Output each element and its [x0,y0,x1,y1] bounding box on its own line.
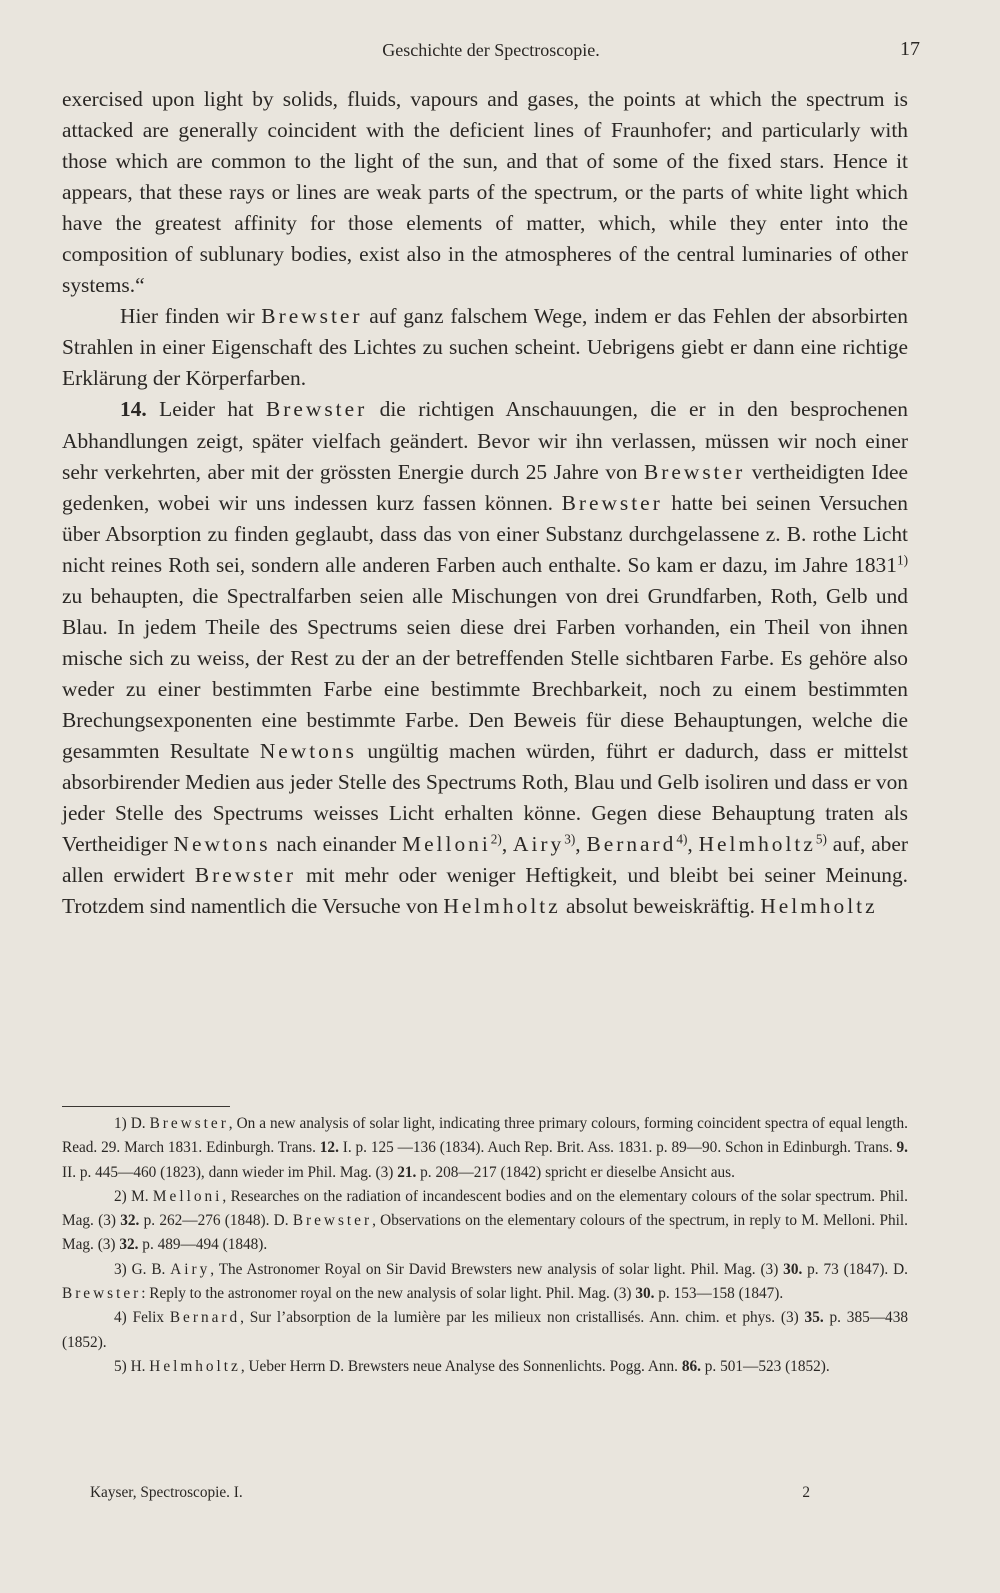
person-name: Bernard [586,832,677,857]
footnote-ref: 4) [676,831,688,847]
text-run: p. 208—217 (1842) spricht er dieselbe Ansicht aus. [416,1163,735,1181]
volume-number: 86. [681,1357,701,1375]
person-name: Helmholtz [443,894,561,919]
footnote-ref: 2) [490,831,502,847]
text-run: I. p. 125 —136 (1834). Auch Rep. Brit. Ass. 1831. p. 89—90. Schon in Edinburgh. Trans. [338,1139,897,1157]
text-run: die richtigen Anschauungen, die er in den besprochenen Abhandlungen zeigt, später vielfach geändert. Bevor wir ihn verlassen, müssen wir noch einer sehr verkehrten, aber mit der grössten Energie durch 25 Jahre von [62,397,908,484]
text-run: absolut beweiskräftig. [560,894,761,919]
person-name: Melloni [152,1187,223,1205]
paragraph-section-14 [62,394,908,922]
person-name: Brewster [194,863,297,888]
signature-number: 2 [802,1484,810,1501]
text-run: exercised upon light by solids, fluids, vapours and gases, the points at which the spectrum is attacked are generally coincident with the deficient lines of Fraunhofer; and particularly with those which are common to the light of the sun, and that of some of the fixed stars. Hence it appears, that these rays or lines are weak parts of the spectrum, or the parts of white light which have the greatest affinity for those elements of matter, which, while they enter into the composition of sublunary bodies, exist also in the atmospheres of the central luminaries of other systems.“ [62,87,908,298]
person-name: Brewster [561,490,663,515]
text-run: mit mehr oder weniger Heftigkeit, und bleibt bei seiner Meinung. Trotzdem sind namentlich die Versuche von [62,863,909,919]
volume-number: 35. [804,1309,824,1327]
running-head [62,36,920,66]
footnote-2 [62,1185,908,1258]
volume-number: 12. [319,1139,339,1157]
text-run: , [687,832,699,857]
footnote-4 [62,1306,908,1355]
text-run: , Ueber Herrn D. Brewsters neue Analyse des Sonnenlichts. Pogg. Ann. [240,1357,682,1375]
body-text [62,84,908,922]
section-number: 14. [120,397,147,422]
text-run: , On a new analysis of solar light, indicating three primary colours, forming coincident spectra of equal length. Read. 29. March 1831. Edinburgh. Trans. [62,1115,908,1157]
volume-number: 30. [783,1260,803,1278]
person-name: Helmholtz [149,1357,241,1375]
text-run: p. 385—438 (1852). [62,1309,908,1351]
text-run: auf ganz falschem Wege, indem er das Fehlen der absorbirten Strahlen in einer Eigenschaft des Lichtes zu suchen scheint. Uebrigens giebt er dann eine richtige Erklärung der Körperfarben. [62,304,908,391]
person-name: Airy [170,1260,211,1278]
text-run: 1) D. [114,1115,150,1132]
text-run: , [501,832,513,857]
volume-number: 30. [635,1285,655,1303]
volume-number: 21. [397,1163,417,1181]
person-name: Newtons [259,738,357,763]
text-run: p. 73 (1847). D. [802,1260,908,1278]
person-name: Brewster [644,459,746,484]
person-name: Helmholtz [698,832,816,857]
text-run: ungültig machen würden, führt er dadurch, dass er mittelst absorbirender Medien aus jeder Stelle des Spectrums Roth, Blau und Gelb isoliren und dass er von jeder Stelle des Spectrums weisses Licht erhalten könne. Gegen diese Behauptung traten als Vertheidiger [62,738,908,857]
text-run: 2) M. [114,1187,153,1205]
text-run: , Researches on the radiation of incandescent bodies and on the elementary colours of the solar spectrum. Phil. Mag. (3) [62,1187,908,1230]
paragraph-continued [62,84,908,301]
footnote-ref: 1) [896,552,908,568]
person-name: Airy [513,832,565,857]
person-name: Melloni [402,832,491,857]
person-name: Newtons [173,832,271,857]
text-run: Leider hat [146,397,266,422]
text-run: 5) H. [114,1357,150,1375]
footnote-3 [62,1258,908,1307]
running-title: Geschichte der Spectroscopie. [382,40,600,60]
text-run: , Sur l’absorption de la lumière par les milieux non cristallisés. Ann. chim. et phys. (3) [240,1309,805,1327]
text-run: II. p. 445—460 (1823), dann wieder im Phil. Mag. (3) [62,1163,398,1181]
volume-number: 9. [896,1139,908,1157]
text-run: Hier finden wir [120,304,262,329]
volume-number: 32. [119,1236,139,1254]
person-name: Brewster [266,397,368,422]
person-name: Brewster [62,1285,142,1303]
signature-mark: Kayser, Spectroscopie. I. [90,1484,243,1501]
footnote-1 [62,1112,908,1185]
text-run: hatte bei seinen Versuchen über Absorption zu finden geglaubt, dass das von einer Substanz durchgelassene z. B. rothe Licht nicht reines Roth sei, sondern alle anderen Farben auch enthalte. So kam er dazu, im Jahre 1831 [62,490,908,577]
text-run: auf, aber allen erwidert [62,832,908,888]
text-run: 3) G. B. [114,1260,171,1278]
person-name: Brewster [261,304,363,329]
footnote-ref: 5) [815,831,827,847]
text-run: p. 153—158 (1847). [654,1285,784,1303]
text-run: p. 501—523 (1852). [700,1357,830,1375]
footnote-divider [62,1106,230,1107]
person-name: Brewster [149,1115,229,1132]
text-run: zu behaupten, die Spectralfarben seien alle Mischungen von drei Grundfarben, Roth, Gelb und Blau. In jedem Theile des Spectrums seien diese drei Farben vorhanden, ein Theil von ihnen mische sich zu weiss, der Rest zu der an der betreffenden Stelle sichtbaren Farbe. Es gehöre also weder zu einer bestimmten Farbe eine bestimmte Brechbarkeit, noch zu einem bestimmten Brechungsexponenten eine bestimmte Farbe. Den Beweis für diese Behauptungen, welche die gesammten Resultate [62,583,908,763]
text-run: , The Astronomer Royal on Sir David Brewsters new analysis of solar light. Phil. Mag. (3) [210,1260,784,1278]
paragraph-brewster-error [62,301,908,394]
text-run: p. 262—276 (1848). D. [139,1212,293,1230]
page-number: 17 [900,38,920,60]
person-name: Bernard [169,1309,241,1327]
footnote-ref: 3) [564,831,576,847]
person-name: Brewster [292,1212,373,1230]
text-run: p. 489—494 (1848). [138,1236,268,1254]
text-run: nach einander [270,832,403,857]
volume-number: 32. [120,1212,140,1230]
text-run: : Reply to the astronomer royal on the new analysis of solar light. Phil. Mag. (3) [141,1285,636,1303]
text-run: 4) Felix [114,1309,170,1327]
text-run: , Observations on the elementary colours of the spectrum, in reply to M. Melloni. Phil. Mag. (3) [62,1212,908,1254]
footnote-5 [62,1355,908,1379]
text-run: , [575,832,587,857]
person-name: Helmholtz [760,894,878,919]
text-run: vertheidigten Idee gedenken, wobei wir uns indessen kurz fassen können. [62,459,909,515]
footnotes [62,1112,908,1379]
